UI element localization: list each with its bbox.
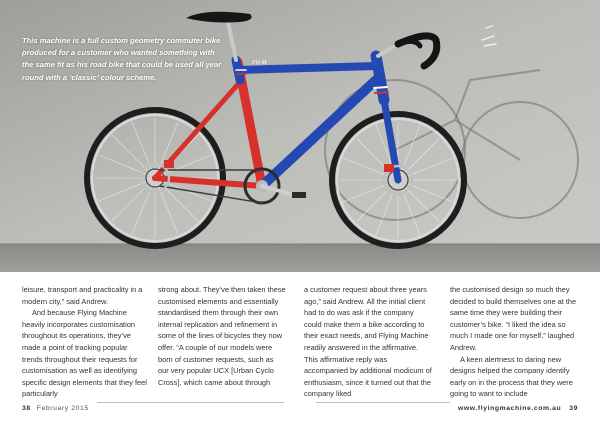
footer-left: [22, 402, 97, 416]
page-number-left: 38: [22, 405, 31, 412]
text-column-4: [450, 284, 578, 400]
footer-right: [450, 402, 578, 416]
paragraph: the customised design so much they decided to build themselves one at the same time they were building their customer’s bike. “I liked the idea so much I made one for myself,” laughed Andrew.: [450, 285, 577, 352]
paragraph: strong about. They’ve then taken these customised elements and essentially standardised them through their own internal replication and refinement in some of the lines of bicycles they now offer. “A couple of our models were born of customer requests, such as our very popular UCX [Urban Cyclo Cross], which came about through: [158, 285, 286, 387]
text-column-3: [304, 284, 432, 400]
pavement: [0, 244, 600, 272]
page-number-right: 39: [569, 405, 578, 412]
paragraph: A keen alertness to daring new designs helped the company identify early on in the process that they were going to want to include: [450, 354, 573, 399]
paragraph: leisure, transport and practicality in a modern city,” said Andrew.: [22, 285, 143, 306]
article-body: [22, 284, 578, 399]
paragraph: And because Flying Machine heavily incorporates customisation throughout its operations, they’ve made a point of tracking popular trends throughout their requests for customisation as well as identifying specific design elements that they feel particularly: [22, 308, 147, 399]
issue-date: February 2015: [36, 405, 89, 412]
website-url[interactable]: www.flyingmachine.com.au: [457, 405, 562, 412]
paragraph: a customer request about three years ago,” said Andrew. All the initial client had to do was ask if the company could make them a bike according to their exact needs, and Flying Machine readily answered in the affirmative. This affirmative reply was accompanied by additional modicum of enthusiasm, since it turned out that the company liked: [304, 285, 432, 399]
frame-brand-mark: Fly·M: [252, 60, 267, 66]
text-column-2: [158, 284, 286, 388]
photo-caption: This machine is a full custom geometry commuter bike produced for a customer who wanted something with the same fit as his road bike that could be used all year round with a ‘classic’ colour scheme.: [22, 36, 222, 82]
text-column-1: [22, 284, 150, 400]
